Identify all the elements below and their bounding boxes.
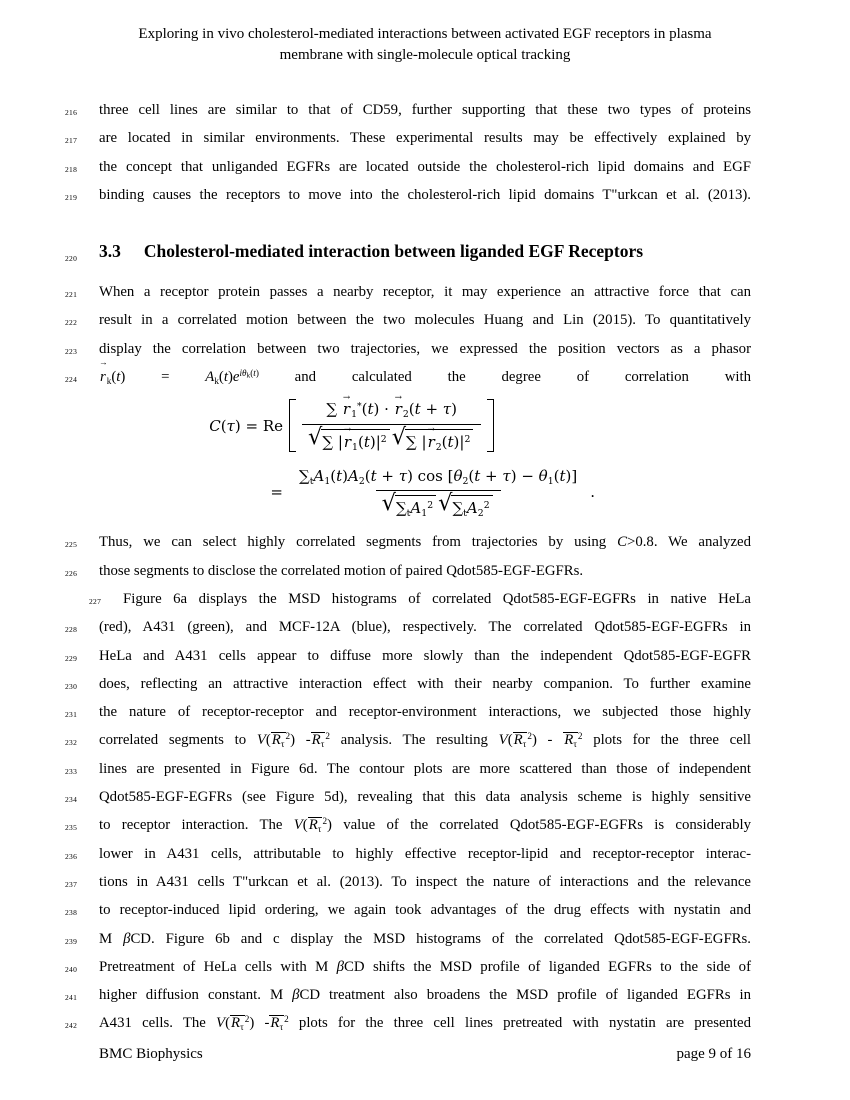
text-line (89, 585, 751, 613)
page-body (65, 96, 752, 1038)
line-text: Qdot585-EGF-EGFRs (see Figure 5d), revealing that this data analysis scheme is highly sensitive (99, 789, 751, 806)
paper-title-line1: Exploring in vivo cholesterol-mediated interactions between activated EGF receptors in plasma (138, 26, 712, 42)
line-text: r → $_k(t) = A_k(t)e^{i\theta_k(t)}$ and calculated the degree of correlation with (99, 356, 752, 386)
text-line (65, 557, 751, 585)
text-line (65, 335, 751, 363)
line-text: lines are presented in Figure 6d. The contour plots are more scattered than those of independent (99, 760, 751, 777)
paper-title (60, 24, 790, 66)
page-footer (99, 1046, 751, 1063)
line-number: 237 (65, 879, 78, 889)
line-number: 229 (65, 653, 78, 663)
text-line (65, 698, 751, 726)
line-text: the nature of receptor-receptor and receptor-environment interactions, we subjected those highly (99, 704, 751, 721)
left-bracket (289, 399, 296, 452)
line-number: 220 (65, 254, 78, 264)
line-number: 238 (65, 908, 78, 918)
line-text: HeLa and A431 cells appear to diffuse more slowly than the independent Qdot585-EGF-EGFR (99, 647, 751, 664)
page-number: page 9 of 16 (676, 1046, 751, 1062)
journal-name: BMC Biophysics (99, 1046, 203, 1062)
line-number: 224 (65, 375, 78, 385)
text-line (65, 755, 751, 783)
text-line (65, 278, 751, 306)
line-number: 219 (65, 192, 78, 202)
text-line (65, 124, 751, 152)
line-text: the concept that unliganded EGFRs are located outside the cholesterol-rich lipid domains and EGF (99, 158, 751, 175)
line-number: 228 (65, 625, 78, 635)
text-line (65, 868, 751, 896)
denominator: √ $\sum_tA_1^2$ √ $\sum_tA_2^2$ (376, 490, 501, 518)
line-number: 227 (89, 596, 102, 606)
text-line (65, 783, 751, 811)
line-number: 223 (65, 346, 78, 356)
text-line (65, 642, 751, 670)
line-text: higher diffusion constant. M βCD treatment also broadens the MSD profile of liganded EGFRs in (99, 987, 751, 1004)
section-number: 3.3 (99, 241, 121, 262)
line-number: 221 (65, 290, 78, 300)
line-text: When a receptor protein passes a nearby receptor, it may experience an attractive force that can (99, 284, 751, 301)
line-text: to receptor interaction. The $V(R_\tau^2)$ value of the correlated Qdot585-EGF-EGFRs is considerably (99, 816, 751, 835)
text-line (65, 896, 751, 924)
line-text: Figure 6a displays the MSD histograms of correlated Qdot585-EGF-EGFRs in native HeLa (123, 590, 751, 607)
text-line (65, 981, 751, 1009)
text-line (65, 670, 751, 698)
denominator: √ ∑ |r → $_1(t)|^2$ √ ∑ |r → $_2(t)|^2$ (302, 424, 481, 452)
line-number: 231 (65, 710, 78, 720)
line-text: tions in A431 cells T"urkcan et al. (2013). To inspect the nature of interactions and the relevance (99, 873, 751, 890)
equation-period: . (590, 483, 596, 501)
section-title: Cholesterol-mediated interaction between liganded EGF Receptors (143, 241, 644, 262)
text-line (65, 153, 751, 181)
line-text: correlated segments to $V(R_\tau^2)$ $-R_\tau^2$ analysis. The resulting $V(R_\tau^2) - R_\tau^2$ plots for the three cell (99, 731, 751, 750)
line-number: 239 (65, 936, 78, 946)
line-number: 218 (65, 164, 78, 174)
line-text: M βCD. Figure 6b and c display the MSD histograms of the correlated Qdot585-EGF-EGFRs. (99, 930, 752, 947)
line-text: Pretreatment of HeLa cells with M βCD shifts the MSD profile of liganded EGFRs to the side of (99, 958, 751, 975)
text-line (65, 953, 751, 981)
line-number: 230 (65, 681, 78, 691)
line-text: to receptor-induced lipid ordering, we again took advantages of the drug effects with nystatin and (99, 902, 751, 919)
line-text: three cell lines are similar to that of CD59, further supporting that these two types of proteins (99, 102, 751, 118)
line-text: display the correlation between two trajectories, we expressed the position vectors as a phasor (99, 340, 751, 357)
equation-line2-lhs: = (270, 483, 283, 501)
equation-block (99, 393, 751, 519)
line-number: 236 (65, 851, 78, 861)
equation-line2-rhs (289, 466, 751, 519)
text-line (65, 811, 751, 839)
line-number: 241 (65, 993, 78, 1003)
equation-line1-lhs: C(τ) = Re (209, 416, 283, 435)
line-number: 217 (65, 136, 78, 146)
line-number: 234 (65, 795, 78, 805)
numerator: ∑ r → $_1$*(t) · r → $_2$(t + τ) (326, 393, 457, 421)
line-number: 226 (65, 568, 78, 578)
text-line (65, 613, 751, 641)
line-text: lower in A431 cells, attributable to highly effective receptor-lipid and receptor-receptor interac- (99, 845, 751, 862)
equation-line1-rhs (289, 393, 751, 453)
text-line (65, 925, 752, 953)
line-text: (red), A431 (green), and MCF-12A (blue), respectively. The correlated Qdot585-EGF-EGFRs in (99, 619, 751, 636)
section-heading (65, 236, 751, 266)
text-line (65, 1009, 751, 1037)
line-number: 242 (65, 1021, 78, 1031)
paper-title-line2: membrane with single-molecule optical tracking (279, 47, 571, 63)
text-line (65, 840, 751, 868)
text-line (65, 726, 751, 754)
numerator: $\sum_tA_1(t)A_2(t + \tau)$ $\cos [\theta_2(t + \tau) - \theta_1(t)]$ (299, 466, 578, 487)
line-number: 240 (65, 964, 78, 974)
line-number: 225 (65, 540, 78, 550)
line-text: are located in similar environments. These experimental results may be effectively explained by (99, 130, 751, 147)
line-text: those segments to disclose the correlated motion of paired Qdot585-EGF-EGFRs. (99, 562, 584, 579)
line-number: 235 (65, 823, 78, 833)
fraction (302, 393, 481, 453)
line-number: 233 (65, 766, 78, 776)
line-number: 216 (65, 108, 78, 117)
text-line (65, 181, 751, 209)
text-line (65, 528, 751, 556)
text-line (65, 96, 751, 124)
line-number: 222 (65, 318, 78, 328)
line-text: A431 cells. The $V(R_\tau^2)$ $-R_\tau^2$ plots for the three cell lines pretreated with nystatin are presented (99, 1014, 751, 1033)
right-bracket (487, 399, 494, 452)
line-text: Thus, we can select highly correlated segments from trajectories by using C>0.8. We analyzed (99, 534, 751, 551)
line-text: binding causes the receptors to move into the cholesterol-rich lipid domains T"urkcan et al. (2013). (99, 186, 751, 203)
line-text: result in a correlated motion between the two molecules Huang and Lin (2015). To quantitatively (99, 312, 751, 329)
fraction (291, 466, 585, 519)
text-line (65, 306, 751, 334)
line-number: 232 (65, 738, 78, 748)
text-line (65, 356, 752, 391)
line-text: does, reflecting an attractive interaction effect with their nearby companion. To further examine (99, 675, 751, 692)
